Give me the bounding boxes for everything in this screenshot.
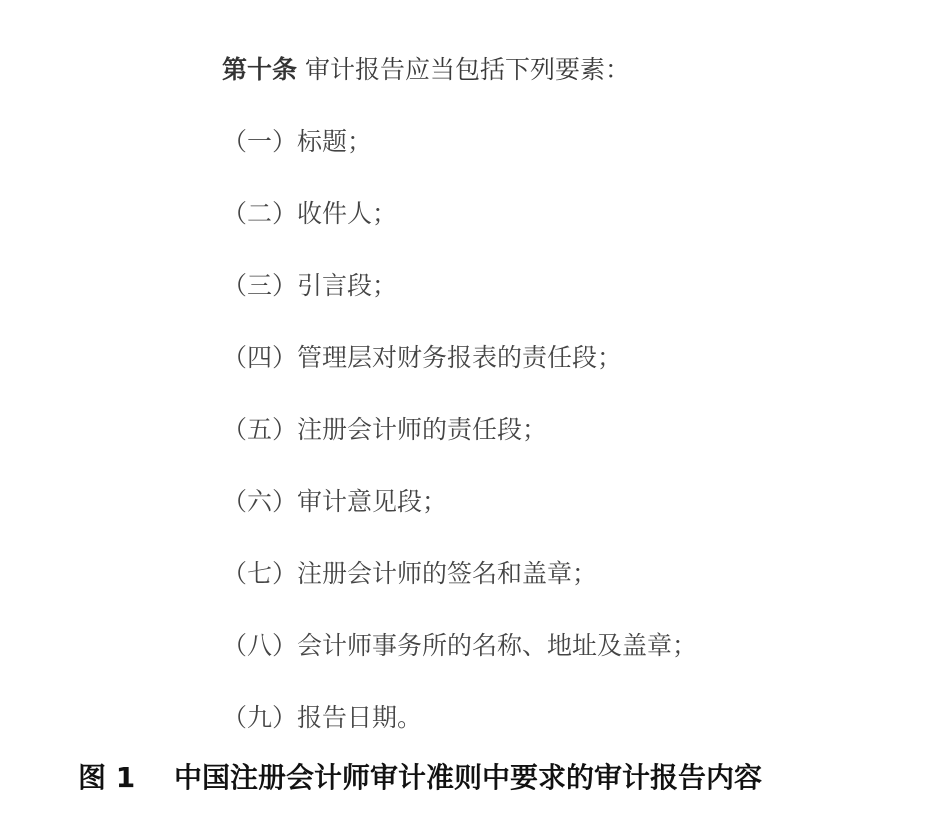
figure-caption (78, 758, 762, 798)
list-item: （六）审计意见段； (222, 487, 448, 516)
list-item: （九）报告日期。 (222, 703, 423, 732)
list-item: （五）注册会计师的责任段； (222, 415, 548, 444)
figure-number: 图 1 (78, 761, 136, 794)
element-list (222, 124, 902, 736)
article-number: 第十条 (222, 55, 298, 84)
article-heading (222, 52, 902, 88)
article-intro: 审计报告应当包括下列要素： (304, 55, 630, 84)
figure-caption-text: 中国注册会计师审计准则中要求的审计报告内容 (174, 761, 763, 794)
list-item: （四）管理层对财务报表的责任段； (222, 343, 623, 372)
list-item: （二）收件人； (222, 199, 398, 228)
list-item: （三）引言段； (222, 271, 398, 300)
list-item: （一）标题； (222, 127, 373, 156)
list-item: （七）注册会计师的签名和盖章； (222, 559, 598, 588)
article-section (222, 52, 902, 736)
list-item: （八）会计师事务所的名称、地址及盖章； (222, 631, 698, 660)
